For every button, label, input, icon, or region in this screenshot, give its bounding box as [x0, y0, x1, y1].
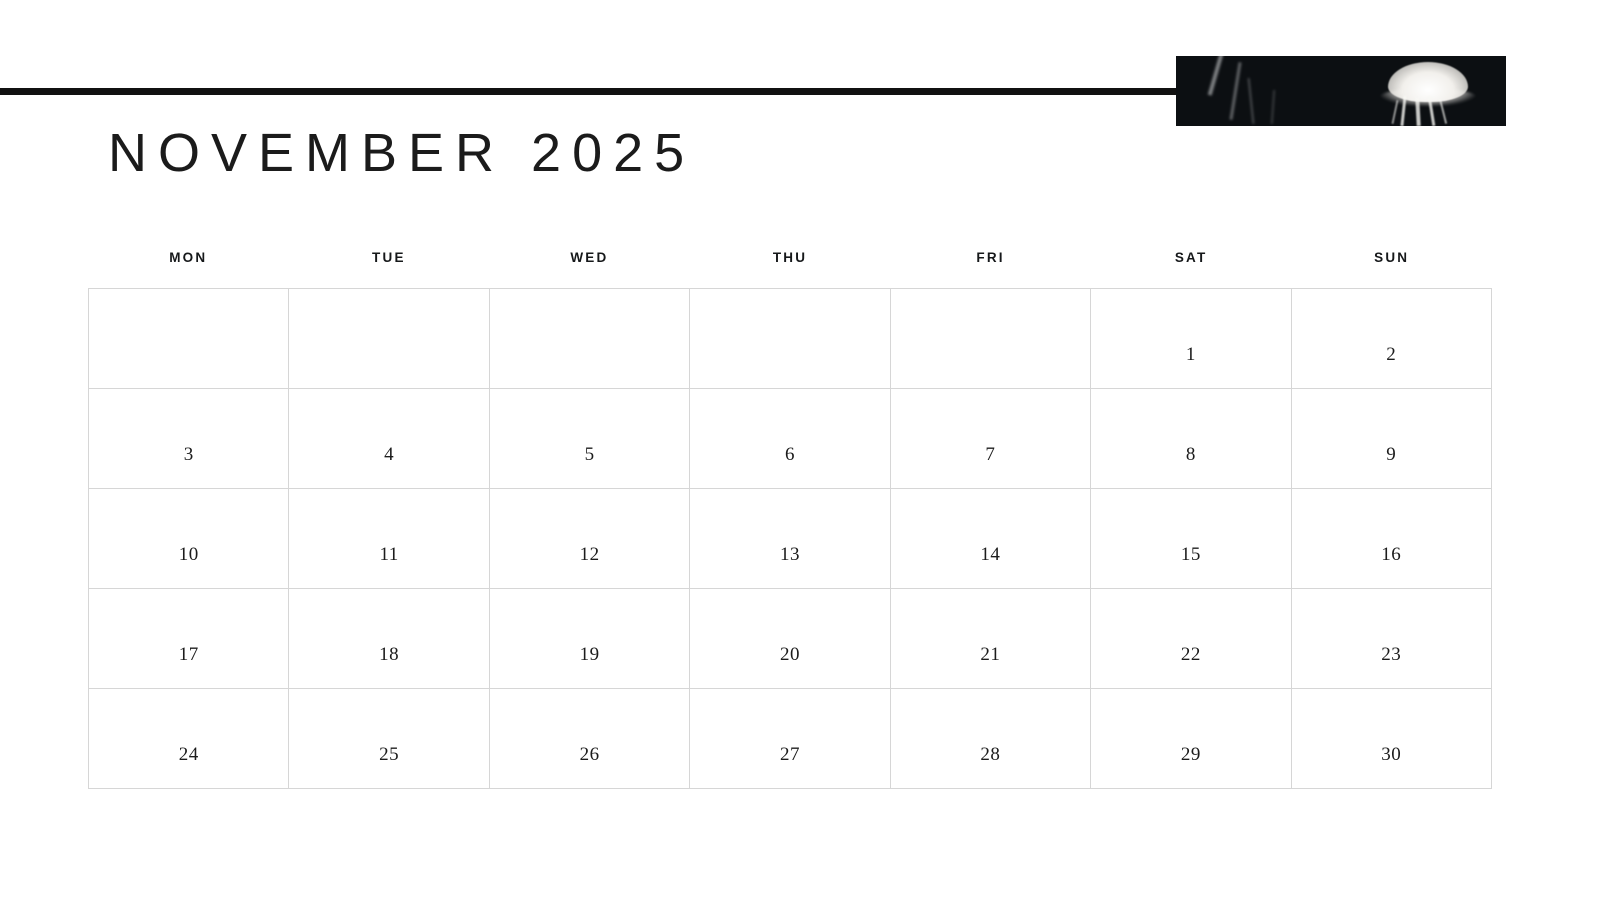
day-number: 30	[1381, 744, 1402, 765]
weekday-header-fri: FRI	[976, 250, 1005, 265]
day-number: 15	[1180, 544, 1201, 565]
day-cell[interactable]	[490, 289, 690, 389]
day-cell[interactable]	[1292, 389, 1492, 489]
day-number: 27	[779, 744, 800, 765]
day-number: 28	[980, 744, 1001, 765]
day-number: 2	[1386, 344, 1397, 365]
day-cell[interactable]	[289, 289, 489, 389]
jellyfish-photo	[1176, 56, 1506, 126]
day-number: 24	[178, 744, 199, 765]
day-number: 29	[1180, 744, 1201, 765]
day-number: 25	[379, 744, 400, 765]
calendar-grid	[88, 288, 1492, 789]
day-cell[interactable]	[289, 689, 489, 789]
day-number: 8	[1185, 444, 1196, 465]
header-rule	[0, 88, 1200, 95]
weekday-header-sun: SUN	[1374, 250, 1410, 265]
day-number: 16	[1381, 544, 1402, 565]
page-title: NOVEMBER 2025	[108, 123, 696, 183]
day-number: 21	[980, 644, 1001, 665]
day-number: 10	[178, 544, 199, 565]
day-number: 1	[1185, 344, 1196, 365]
day-cell[interactable]	[1091, 689, 1291, 789]
weekday-header-sat: SAT	[1174, 250, 1208, 265]
day-cell[interactable]	[690, 389, 890, 489]
day-number: 11	[379, 544, 399, 565]
wisp-decor-icon	[1271, 90, 1275, 124]
day-cell[interactable]	[490, 589, 690, 689]
day-cell[interactable]	[1292, 289, 1492, 389]
day-cell[interactable]	[891, 289, 1091, 389]
day-number: 6	[784, 444, 795, 465]
day-number: 19	[579, 644, 600, 665]
day-cell[interactable]	[89, 589, 289, 689]
day-cell[interactable]	[89, 289, 289, 389]
day-number: 23	[1381, 644, 1402, 665]
weekday-header-tue: TUE	[372, 250, 406, 265]
calendar-table	[88, 250, 1492, 789]
day-number: 20	[779, 644, 800, 665]
day-cell[interactable]	[891, 689, 1091, 789]
wisp-decor-icon	[1248, 78, 1255, 124]
day-cell[interactable]	[289, 589, 489, 689]
day-cell[interactable]	[490, 689, 690, 789]
jellyfish-icon	[1372, 62, 1484, 126]
weekday-header-thu: THU	[772, 250, 808, 265]
day-number: 26	[579, 744, 600, 765]
day-number: 17	[178, 644, 199, 665]
day-cell[interactable]	[690, 489, 890, 589]
day-cell[interactable]	[490, 389, 690, 489]
day-cell[interactable]	[690, 289, 890, 389]
day-cell[interactable]	[89, 489, 289, 589]
day-cell[interactable]	[289, 389, 489, 489]
day-cell[interactable]	[490, 489, 690, 589]
day-cell[interactable]	[891, 589, 1091, 689]
day-number: 14	[980, 544, 1001, 565]
wisp-decor-icon	[1208, 56, 1225, 96]
day-cell[interactable]	[89, 389, 289, 489]
day-cell[interactable]	[1091, 289, 1291, 389]
day-cell[interactable]	[1292, 689, 1492, 789]
day-number: 3	[183, 444, 194, 465]
day-cell[interactable]	[1292, 489, 1492, 589]
day-number: 12	[579, 544, 600, 565]
day-number: 18	[379, 644, 400, 665]
day-number: 13	[779, 544, 800, 565]
day-number: 4	[384, 444, 395, 465]
day-cell[interactable]	[891, 489, 1091, 589]
day-cell[interactable]	[1091, 489, 1291, 589]
day-cell[interactable]	[690, 689, 890, 789]
day-cell[interactable]	[1091, 589, 1291, 689]
day-cell[interactable]	[1091, 389, 1291, 489]
day-cell[interactable]	[89, 689, 289, 789]
weekday-header-mon: MON	[169, 250, 208, 265]
day-number: 9	[1386, 444, 1397, 465]
day-number: 22	[1180, 644, 1201, 665]
weekday-header-wed: WED	[570, 250, 609, 265]
day-cell[interactable]	[690, 589, 890, 689]
wisp-decor-icon	[1229, 62, 1241, 120]
weekday-header-row	[88, 250, 1492, 288]
day-cell[interactable]	[891, 389, 1091, 489]
day-cell[interactable]	[289, 489, 489, 589]
day-number: 7	[985, 444, 996, 465]
day-cell[interactable]	[1292, 589, 1492, 689]
day-number: 5	[584, 444, 595, 465]
